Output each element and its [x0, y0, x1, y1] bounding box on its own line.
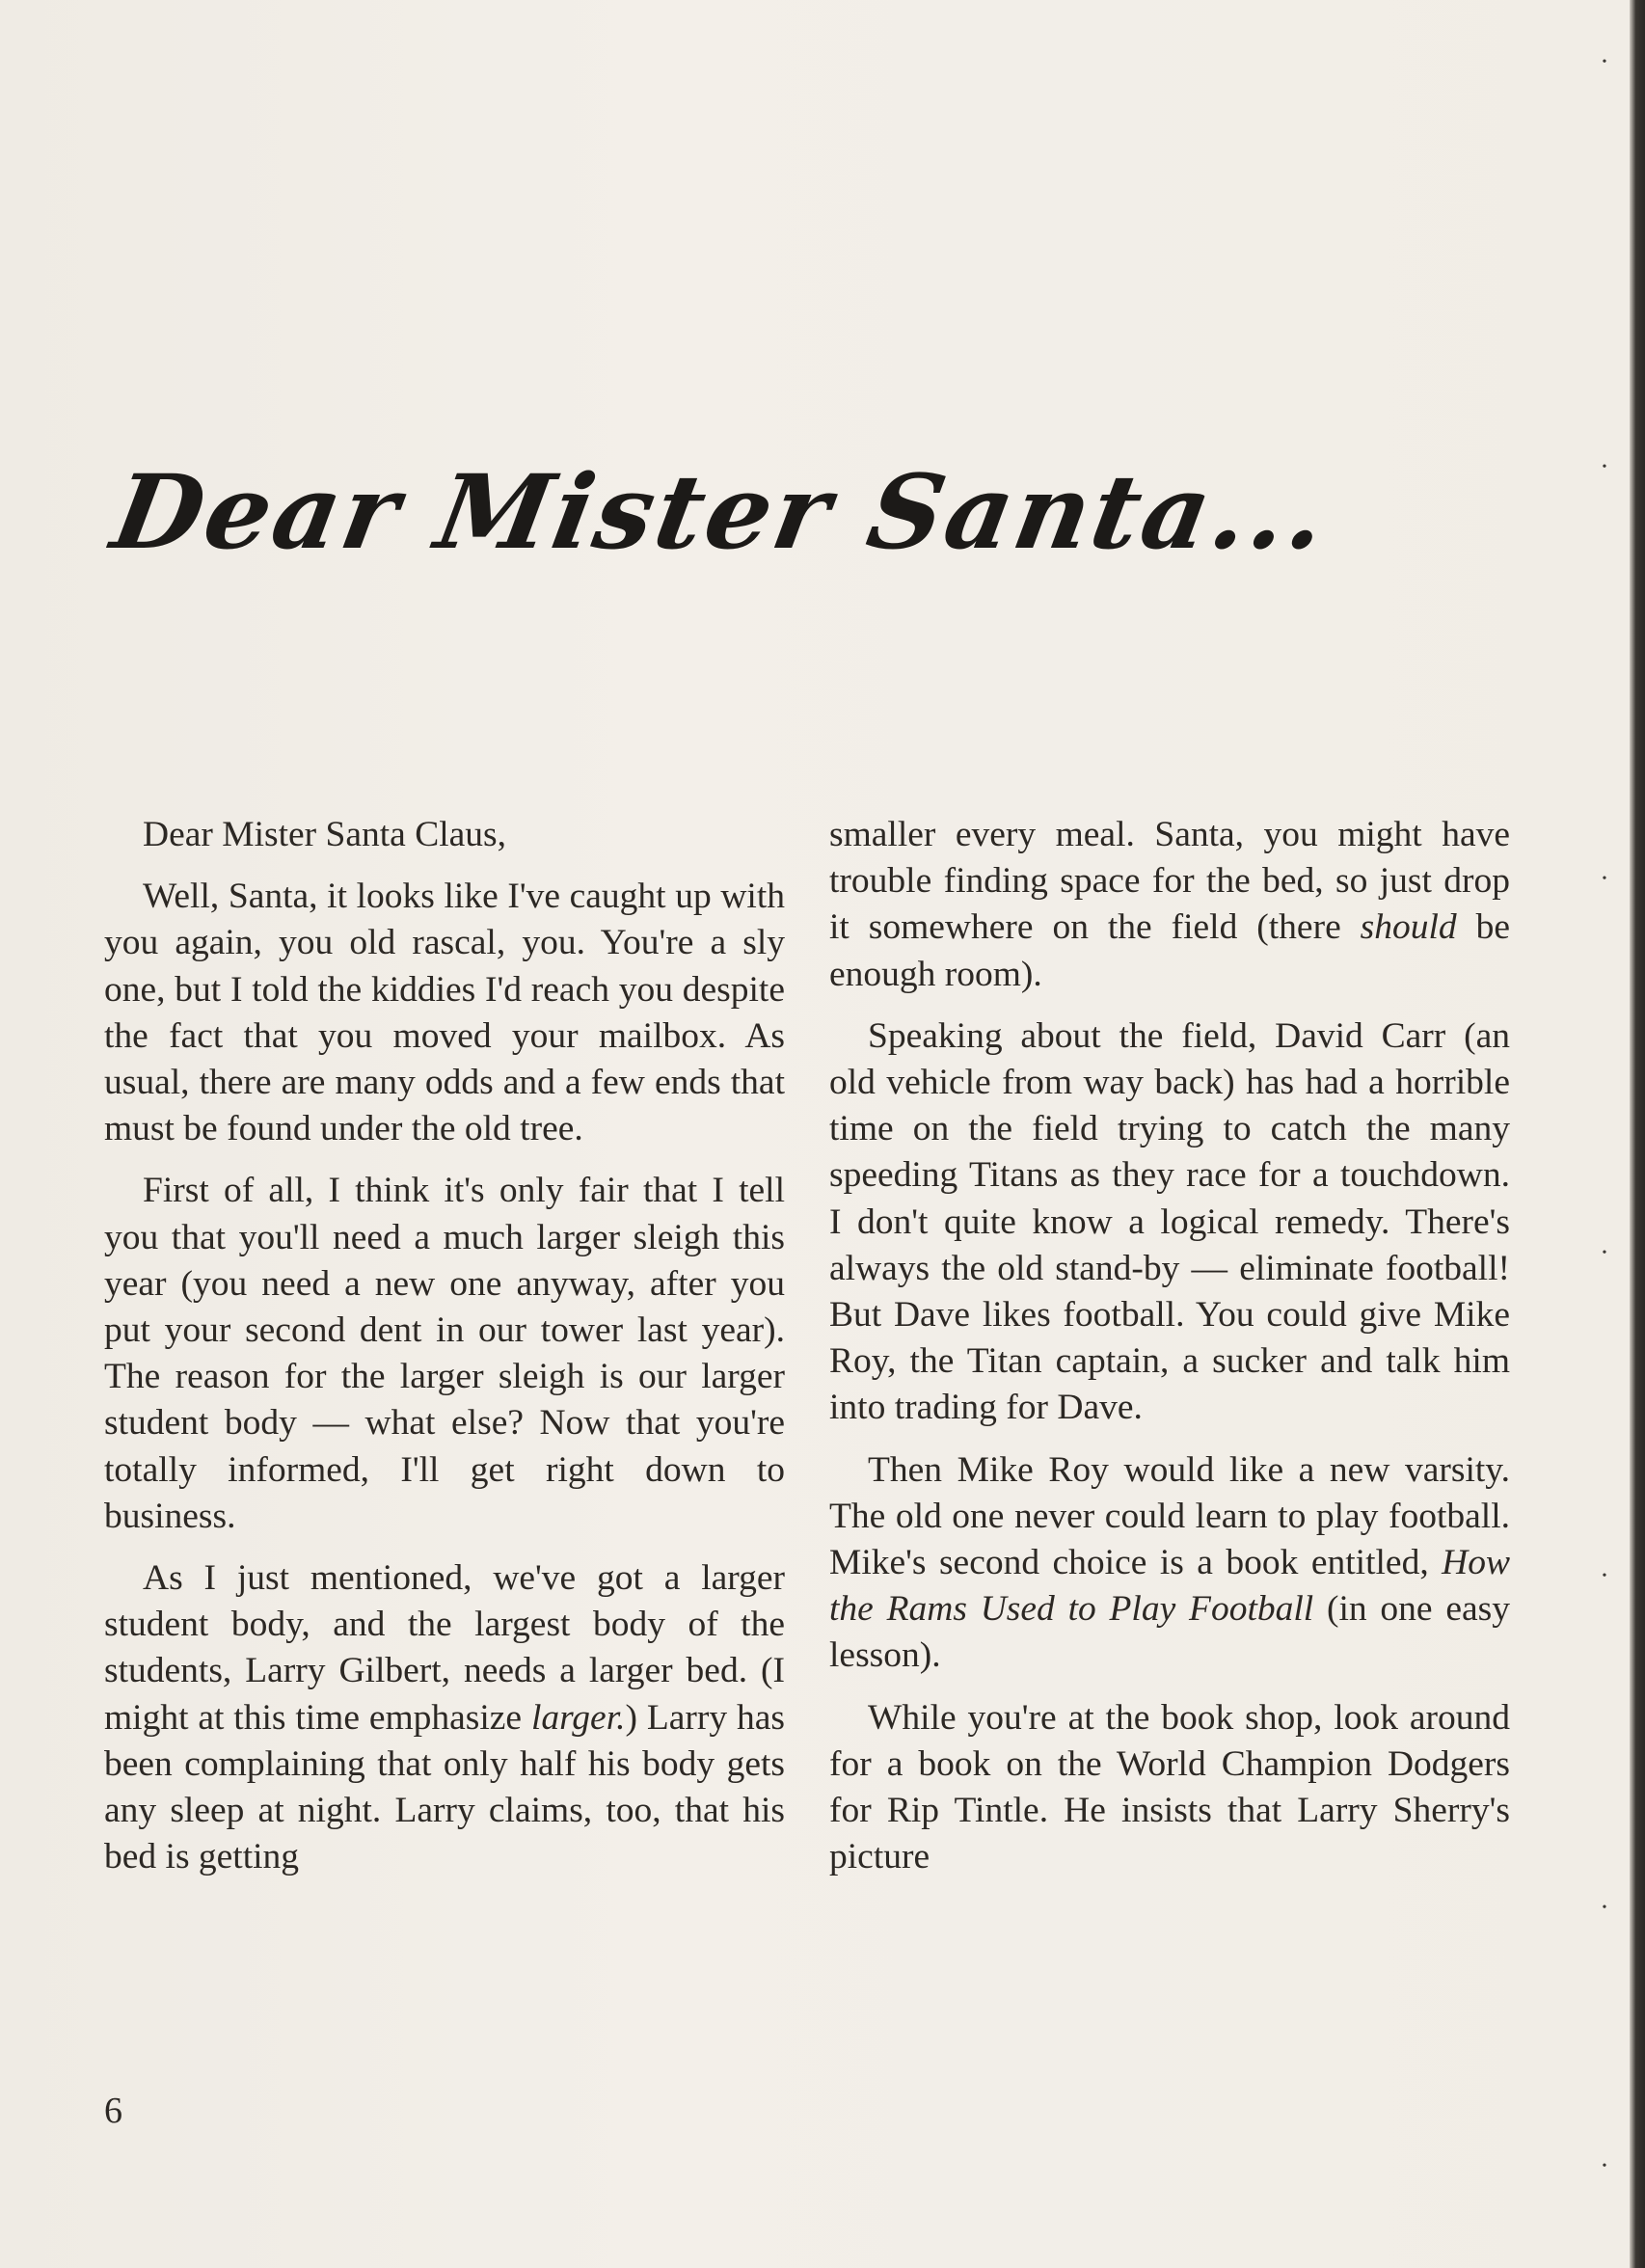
page-number: 6: [104, 2091, 122, 2131]
paragraph: [829, 1447, 1510, 1680]
binding-hole-mark: •: [1602, 55, 1607, 69]
paragraph: Speaking about the field, David Carr (an old vehicle from way back) has had a horrible time on the field trying to catch the many speeding Titans as they race for a touchdown. I don't quite know a logical remedy. There's always the old stand-by — eliminate football! But Dave likes football. You could give Mike Roy, the Titan captain, a sucker and talk him into trading for Dave.: [829, 1015, 1510, 1428]
salutation: Dear Mister Santa Claus,: [143, 815, 506, 854]
paragraph: While you're at the book shop, look around for a book on the World Champion Dodgers for Rip Tintle. He insists that Larry Sherry's picture: [829, 1697, 1510, 1877]
paragraph: Well, Santa, it looks like I've caught up with you again, you old rascal, you. You're a sly one, but I told the kiddies I'd reach you despite the fact that you moved your mailbox. As usual, there are many odds and a few ends that must be found under the old tree.: [104, 877, 785, 1149]
binding-hole-mark: •: [1602, 872, 1607, 886]
binding-hole-mark: •: [1602, 1901, 1607, 1915]
right-column: [829, 812, 1510, 1896]
binding-hole-mark: •: [1602, 2159, 1607, 2174]
paragraph: First of all, I think it's only fair that I tell you that you'll need a much larger sleigh this year (you need a new one anyway, after you put your second dent in our tower last year). The reason for the larger sleigh is our larger student body — what else? Now that you're totally informed, I'll get right down to business.: [104, 1171, 785, 1536]
page-title: Dear Mister Santa...: [104, 451, 1338, 572]
page-binding-edge: [1630, 0, 1645, 2268]
paragraph-text: Then Mike Roy would like a new varsity. The old one never could learn to play football. Mike's second choice is a book entitled,: [829, 1449, 1510, 1583]
binding-hole-mark: •: [1602, 1569, 1607, 1583]
book-title: How the Rams Used to Play Football: [829, 1543, 1510, 1630]
left-column: [104, 812, 785, 1896]
paragraph-text: ) Larry has been complaining that only half his body gets any sleep at night. Larry claims, too, that his bed is getting: [104, 1697, 785, 1877]
paragraph-text: be enough room).: [829, 907, 1510, 994]
emphasized-text: should: [1360, 907, 1457, 948]
binding-hole-mark: •: [1602, 1246, 1607, 1260]
paragraph: [104, 1555, 785, 1880]
paragraph-text: smaller every meal. Santa, you might have trouble finding space for the bed, so just drop it somewhere on the field (there: [829, 815, 1510, 948]
emphasized-text: larger.: [530, 1697, 626, 1738]
binding-hole-mark: •: [1602, 460, 1607, 474]
paragraph-text: As I just mentioned, we've got a larger student body, and the largest body of the students, Larry Gilbert, needs a larger bed. (I might at this time emphasize: [104, 1558, 785, 1738]
paragraph-text: (in one easy lesson).: [829, 1589, 1510, 1676]
paragraph: [829, 812, 1510, 998]
